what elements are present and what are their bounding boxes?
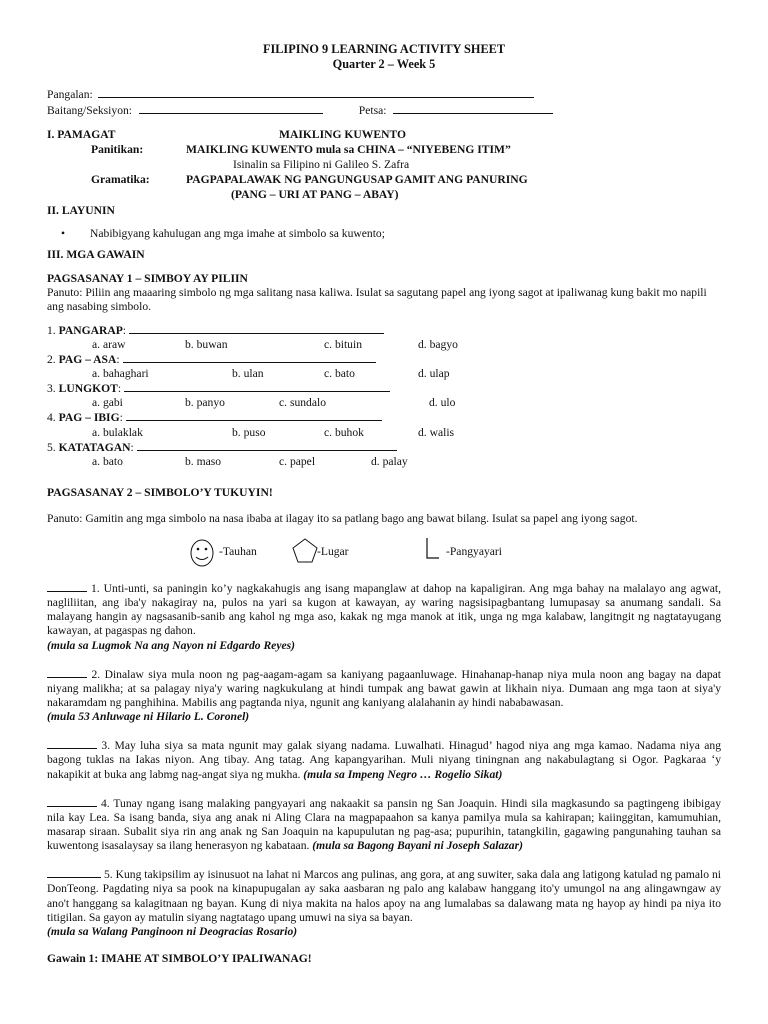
choice-a: a. gabi [92,396,123,410]
smiley-face-icon [189,538,219,568]
gawain-1-heading [47,952,721,966]
passage-source: (mula sa Lugmok Na ang Nayon ni Edgardo Reyes) [47,638,295,652]
symbol-answer-blank[interactable] [47,666,87,678]
sheet-subtitle: Quarter 2 – Week 5 [332,57,436,71]
choice-a: a. araw [92,338,126,352]
name-row [47,86,721,102]
question-colon: : [117,382,122,396]
passage-text: Unti-unti, sa paningin ko’y nagkakahugis ang isang mapanglaw at dahop na kapaligiran. Ang mga bahay na malalayo ang agwat, nagliliitan, ang iba'y nakagiray na, pulos na yari sa kugon at kawayan, ay waring nagsisipagbantang lumupasay sa anumang sandali. Sa malayang hangin ay nagsasanib-sanib ang kahol ng mga aso, kakak ng mga manok at itik, unga ng mga kalabaw, langitngit ng nagtatayugang kawayan, at pagaspas ng dahon. [47,581,721,638]
section-1-right-title: MAIKLING KUWENTO [279,128,407,142]
gawain-1-label: Gawain 1 [47,951,95,965]
choice-d: d. ulo [429,396,456,410]
pagsasanay-1-options [47,426,721,439]
choice-a: a. bulaklak [92,425,143,439]
activity-sheet [47,42,721,966]
gawain-1-title: : IMAHE AT SIMBOLO’Y IPALIWANAG! [94,951,312,965]
symbol-answer-blank[interactable] [47,737,97,749]
question-word: LUNGKOT [58,382,118,396]
answer-blank[interactable] [129,322,384,334]
passage-item [47,737,721,781]
bullet-icon: • [61,227,66,241]
passage-number: 2. [91,667,101,681]
choice-d: d. ulap [418,367,450,381]
pagsasanay-1-options [47,396,721,409]
question-number: 5. [47,440,56,454]
section-1-title: I. PAMAGAT [47,128,116,142]
gramatika-value: PAGPAPALAWAK NG PANGUNGUSAP GAMIT ANG PANURING [186,173,528,187]
section-3-title: III. MGA GAWAIN [47,248,145,262]
symbol-label-tauhan: -Tauhan [219,544,257,558]
choice-a: a. bahaghari [92,367,149,381]
date-field[interactable] [393,102,553,114]
pentagon-icon [291,537,319,565]
passage-text: Dinalaw siya mula noon ng pag-aagam-agam sa kaniyang pagaanluwage. Hinahanap-hanap niya mula noon ang bagay na dapat niyang malikha; at sa palagay niya'y waring nagkukulang at hindi tumpak ang bawat gawin at likhain niya. Dumaan ang mga taon at siya'y nakaramdam ng panghihina. Mabilis ang pagtanda niya, ngunit ang kaniyang alalahanin ay hindi nababawasan. [47,667,722,709]
pagsasanay-2-directions: Panuto: Gamitin ang mga simbolo na nasa ibaba at ilagay ito sa patlang bago ang bawat bilang. Isulat sa papel ang iyong sagot. [47,511,638,525]
choice-c: c. buhok [324,425,364,439]
objective-text: Nabibigyang kahulugan ang mga imahe at simbolo sa kuwento; [90,227,385,241]
choice-b: b. ulan [232,367,264,381]
gramatika-row-2 [47,188,721,203]
symbol-legend [47,534,721,568]
question-colon: : [122,323,127,337]
choice-b: b. buwan [185,338,228,352]
objective-item [47,227,721,242]
question-word: PAG – IBIG [58,411,120,425]
choice-a: a. bato [92,454,123,468]
question-number: 3. [47,382,56,396]
passage-source: (mula sa Walang Panginoon ni Deogracias Rosario) [47,924,298,938]
passage-item [47,795,721,854]
pagsasanay-1-options [47,455,721,468]
gramatika-label: Gramatika: [91,173,150,187]
passage-source: (mula 53 Anluwage ni Hilario L. Coronel) [47,710,250,724]
passage-number: 4. [100,796,110,810]
translator-row [47,158,721,173]
pagsasanay-1-items [47,322,721,468]
answer-blank[interactable] [126,409,382,421]
translator-text: Isinalin sa Filipino ni Galileo S. Zafra [233,158,410,172]
question-colon: : [116,353,120,367]
passage-text: Kung takipsilim ay isinusuot na lahat ni Marcos ang pulinas, ang gora, at ang suwiter, saka dala ang latigong katulad ng pamalo ni DonTeong. Pagdating niya sa pook na kinapupugalan ay saka aasbaran ng palo ang kalabaw hanggang ito'y umungol na ang alingawngaw ay ano't hanggang sa kalagitnaan ng bayan. Kung di niya makita na halos apoy na ang lumalabas sa dalawang mata ng hayop ay hindi pa niya ito titigilan. Sa gayon ay matulin siyang nagtatago upang umuwi na siya sa bayan. [47,868,722,924]
pagsasanay-1-options [47,338,721,351]
answer-blank[interactable] [124,380,390,392]
pagsasanay-1-question [47,380,721,396]
passage-item [47,666,721,725]
symbol-answer-blank[interactable] [47,795,97,807]
date-label: Petsa: [358,104,387,118]
symbol-label-lugar: -Lugar [317,544,349,558]
passage-item [47,580,721,653]
choice-c: c. papel [279,454,316,468]
passage-source: (mula sa Bagong Bayani ni Joseph Salazar) [312,839,523,853]
question-colon: : [119,411,123,425]
pagsasanay-1-question [47,409,721,425]
corner-line-icon [423,536,443,562]
passage-number: 3. [101,739,111,753]
choice-b: b. maso [185,454,222,468]
symbol-answer-blank[interactable] [47,580,87,592]
pagsasanay-1-directions: Panuto: Piliin ang maaaring simbolo ng mga salitang nasa kaliwa. Isulat sa sagutang papel ang iyong sagot at ipaliwanag kung bakit mo napili ang nasabing simbolo. [47,285,707,313]
sheet-title: FILIPINO 9 LEARNING ACTIVITY SHEET [262,42,506,56]
question-number: 2. [47,353,56,367]
grade-label: Baitang/Seksiyon: [47,104,133,118]
passage-text: May luha siya sa mata ngunit may galak siyang nadama. Luwalhati. Hinagud’ hagod niya ang mga kamao. Nadama niya ang bagong tuklas na Iakas niyon. Ang tibay. Ang tatag. Ang kapangyarihan. Muli niyang tiningnan ang nakabulagtang si Ogor. Pagkaraa ‘y nakapikit at buka ang labmg nag-angat siya ng mukha. [47,739,721,781]
panitikan-value: MAIKLING KUWENTO mula sa CHINA – “NIYEBENG ITIM” [186,143,511,157]
choice-d: d. walis [418,425,455,439]
panitikan-row [47,143,721,158]
choice-d: d. palay [371,454,408,468]
pagsasanay-2-title: PAGSASANAY 2 – SIMBOLO’Y TUKUYIN! [47,485,273,499]
passage-text: Tunay ngang isang malaking pangyayari ang nakaakit sa pansin ng San Joaquin. Hindi sila magkasundo sa pagtingeng ibibigay nila kay Lea. Sa isang banda, siya ang anak ni Aling Clara na magpapaahon sa kanya pamilya mula sa kahirapan; kaiinggitan, kamumuhian, masarap siraan. Subalit siya rin ang anak ng San Joaquin na kapupulutan ng pag-asa; pupurihin, tatangkilin, gagawing pangunahing tauhan sa kuwentong isasalaysay sa ilang henerasyon ng kabataan. [47,796,721,853]
question-number: 4. [47,411,56,425]
pagsasanay-1-question [47,439,721,455]
question-number: 1. [47,323,56,337]
section-2-title: II. LAYUNIN [47,204,115,218]
passage-source: (mula sa Impeng Negro … Rogelio Sikat) [303,767,503,781]
name-label: Pangalan: [47,88,93,101]
gramatika-value-2: (PANG – URI AT PANG – ABAY) [231,188,399,202]
passage-item [47,866,721,939]
symbol-label-pangyayari: -Pangyayari [446,544,503,558]
pagsasanay-1-question [47,351,721,367]
pagsasanay-1-question [47,322,721,338]
question-colon: : [130,440,134,454]
question-word: KATATAGAN [58,440,131,454]
section-1-heading [47,128,721,143]
choice-c: c. bato [324,367,355,381]
grade-field[interactable] [139,102,323,114]
grade-date-row [47,102,721,118]
gramatika-row [47,173,721,188]
choice-c: c. bituin [324,338,362,352]
symbol-answer-blank[interactable] [47,866,101,878]
question-word: PANGARAP [58,323,123,337]
passage-number: 5. [103,868,113,882]
choice-d: d. bagyo [418,338,458,352]
passage-number: 1. [90,581,100,595]
answer-blank[interactable] [137,439,397,451]
choice-c: c. sundalo [279,396,327,410]
name-field[interactable] [98,86,534,98]
choice-b: b. panyo [185,396,225,410]
answer-blank[interactable] [123,351,376,363]
pagsasanay-2-passages [47,580,721,939]
pagsasanay-1-title: PAGSASANAY 1 – SIMBOY AY PILIIN [47,271,248,285]
question-word: PAG – ASA [58,353,117,367]
choice-b: b. puso [232,425,266,439]
panitikan-label: Panitikan: [91,143,144,157]
pagsasanay-1-options [47,367,721,380]
